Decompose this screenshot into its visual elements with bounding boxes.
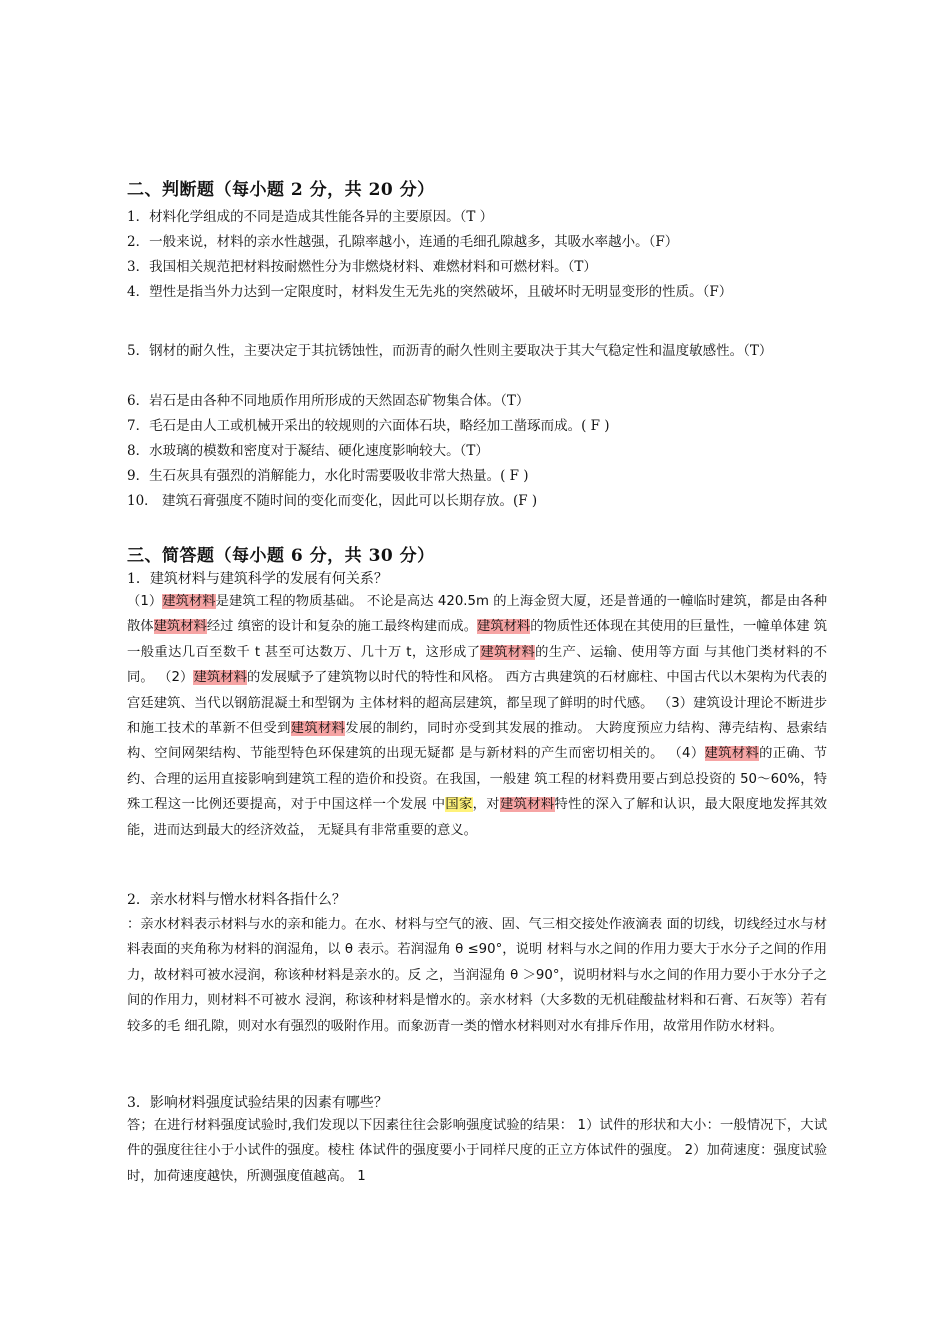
answer-text: 特性的深入了解和认识，最大限度地发挥其效能，进而达到最大的经济效益， 无疑具有非常重要的意义。 — [127, 797, 828, 838]
tf-item-6: 6．岩石是由各种不同地质作用所形成的天然固态矿物集合体。（T） — [127, 393, 530, 409]
answer-text: 是建筑工程的物质基础。 不论是高达 420.5m 的上海金贸大厦，还是普通的一幢临时建筑，都是由各种散体 — [127, 594, 827, 635]
q1-question: 1．建筑材料与建筑科学的发展有何关系？ — [127, 571, 388, 587]
answer-text: 的物质性还体现在其使用的巨量性，一幢单体建 筑一般重达几百至数千 t 甚至可达数万、几十万 t，这形成了 — [127, 619, 828, 660]
tf-item-7: 7．毛石是由人工或机械开采出的较规则的六面体石块，略经加工凿琢而成。( F ) — [127, 418, 610, 434]
tf-item-4: 4．塑性是指当外力达到一定限度时，材料发生无先兆的突然破坏，且破坏时无明显变形的性质。（F） — [127, 284, 733, 300]
highlighted-term: 建筑材料 — [480, 644, 536, 660]
q3-question: 3．影响材料强度试验结果的因素有哪些？ — [127, 1095, 388, 1111]
tf-item-8: 8．水玻璃的模数和密度对于凝结、硬化速度影响较大。（T） — [127, 443, 489, 459]
answer-text: （1） — [127, 594, 163, 609]
tf-item-10: 10． 建筑石膏强度不随时间的变化而变化，因此可以长期存放。(F ) — [127, 493, 538, 509]
highlighted-term: 建筑材料 — [499, 797, 555, 813]
tf-item-5: 5．钢材的耐久性，主要决定于其抗锈蚀性，而沥青的耐久性则主要取决于其大气稳定性和温度敏感性。（T） — [127, 343, 773, 359]
highlighted-term: 建筑材料 — [153, 619, 207, 635]
tf-item-3: 3．我国相关规范把材料按耐燃性分为非燃烧材料、难燃材料和可燃材料。（T） — [127, 259, 597, 275]
answer-text: 的正确、节约、合理的运用直接影响到建筑工程的造价和投资。在我国，一般建 筑工程的材料费用要占到总投资的 50～60%，特殊工程这一比例还要提高，对于中国这样一个发展 中 — [127, 746, 827, 813]
answer-text: 的发展赋予了建筑物以时代的特性和风格。 西方古典建筑的石材廊柱、中国古代以木架构为代表的宫廷建筑、当代以钢筋混凝土和型钢为 主体材料的超高层建筑，都呈现了鲜明的时代感。 （3）建筑设计理论不断进步和施工技术的革新不但受到 — [127, 670, 827, 737]
answer-text: ，对 — [472, 797, 500, 813]
q1-answer — [127, 589, 827, 843]
answer-text: 发展的制约，同时亦受到其发展的推动。 大跨度预应力结构、薄壳结构、悬索结构、空间网架结构、节能型特色环保建筑的出现无疑都 是与新材料的产生而密切相关的。 （4） — [127, 721, 828, 762]
q3-answer: 答；在进行材料强度试验时,我们发现以下因素往往会影响强度试验的结果： 1）试件的形状和大小：一般情况下，大试件的强度往往小于小试件的强度。棱柱 体试件的强度要小于同样尺度的正立方体试件的强度。 2）加荷速度：强度试验时，加荷速度越快，所测强度值越高。 1 — [127, 1118, 827, 1184]
q2-question: 2．亲水材料与憎水材料各指什么？ — [127, 892, 346, 908]
tf-item-2: 2．一般来说，材料的亲水性越强，孔隙率越小，连通的毛细孔隙越多，其吸水率越小。（F） — [127, 234, 679, 250]
tf-item-9: 9．生石灰具有强烈的消解能力，水化时需要吸收非常大热量。( F ) — [127, 468, 529, 484]
highlighted-term-yellow: 国家 — [445, 797, 473, 813]
highlighted-term: 建筑材料 — [162, 594, 216, 609]
q2-answer: ：亲水材料表示材料与水的亲和能力。在水、材料与空气的液、固、气三相交接处作液滴表 面的切线，切线经过水与材料表面的夹角称为材料的润湿角，以 θ 表示。若润湿角 θ ≤90°，说明 材料与水之间的作用力要大于水分子之间的作用力，故材料可被水浸润，称该种材料是亲水的。反 之，当润湿角 θ ＞90°，说明材料与水之间的作用力要小于水分子之间的作用力，则材料不可被水 浸润，称该种材料是憎水的。亲水材料（大多数的无机硅酸盐材料和石膏、石灰等）若有较多的毛 细孔隙，则对水有强烈的吸附作用。而象沥青一类的憎水材料则对水有排斥作用，故常用作防水材料。 — [127, 917, 827, 1034]
section3-heading: 三、简答题（每小题 6 分，共 30 分） — [127, 546, 435, 566]
highlighted-term: 建筑材料 — [290, 721, 346, 737]
tf-item-1: 1．材料化学组成的不同是造成其性能各异的主要原因。（T ） — [127, 209, 494, 225]
section2-heading: 二、判断题（每小题 2 分，共 20 分） — [127, 180, 435, 200]
answer-text: 的生产、运输、使用等方面 与其他门类材料的不同。 （2） — [127, 644, 827, 686]
highlighted-term: 建筑材料 — [193, 670, 247, 686]
answer-text: 经过 缜密的设计和复杂的施工最终构建而成。 — [206, 619, 478, 635]
highlighted-term: 建筑材料 — [704, 746, 760, 762]
highlighted-term: 建筑材料 — [477, 619, 531, 635]
